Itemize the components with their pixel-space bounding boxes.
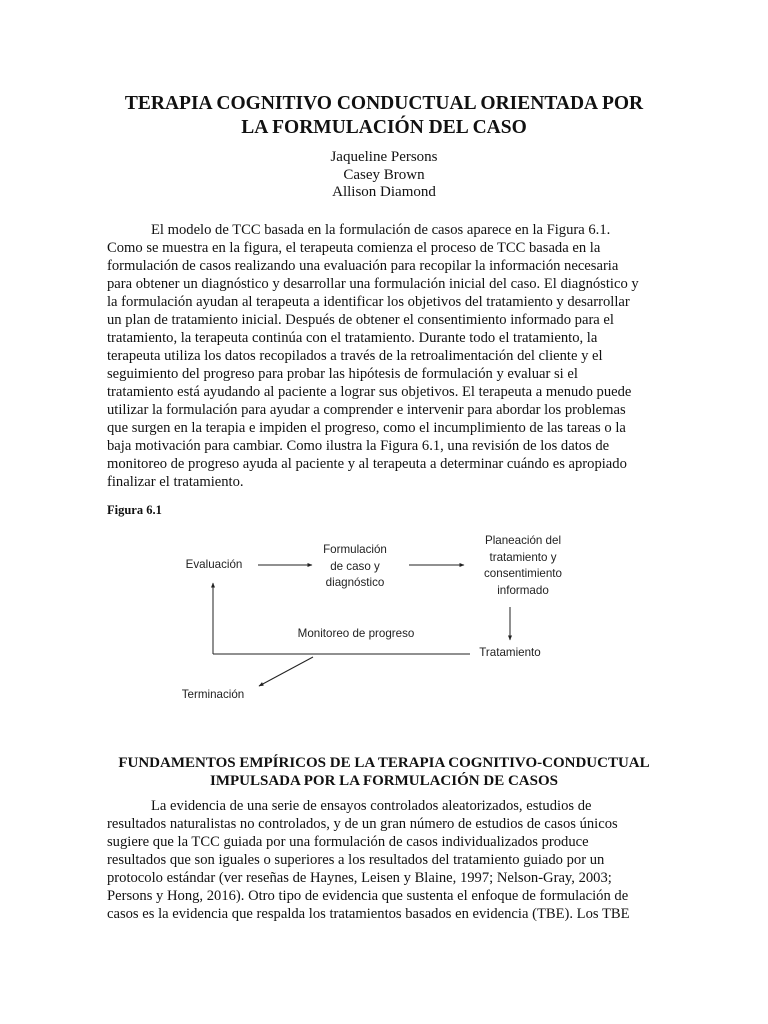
node-text-line: informado bbox=[497, 583, 549, 597]
paragraph-line: Como se muestra en la figura, el terapeuta comienza el proceso de TCC basada en la bbox=[107, 240, 601, 256]
node-text-line: de caso y bbox=[330, 559, 380, 573]
section-heading bbox=[90, 755, 678, 790]
intro-paragraph bbox=[107, 221, 665, 491]
paragraph-line: resultados naturalistas no controlados, y de un gran número de estudios de casos únicos bbox=[107, 816, 618, 832]
paragraph-line: que surgen en la terapia e impiden el progreso, como el incumplimiento de las tareas o la bbox=[107, 420, 626, 436]
paragraph-line: monitoreo de progreso ayuda al paciente y al terapeuta a determinar cuándo es apropiado bbox=[107, 456, 627, 472]
paragraph-line: tratamiento, la terapeuta continúa con el tratamiento. Durante todo el tratamiento, la bbox=[107, 330, 598, 346]
author-list bbox=[234, 149, 534, 202]
node-formulacion bbox=[305, 542, 405, 592]
document-title bbox=[90, 92, 678, 140]
paragraph-line: un plan de tratamiento inicial. Después de obtener el consentimiento informado para el bbox=[107, 312, 614, 328]
node-tratamiento: Tratamiento bbox=[479, 646, 541, 659]
node-text-line: diagnóstico bbox=[325, 576, 385, 589]
arrow-to-terminacion bbox=[259, 657, 313, 686]
evidence-paragraph bbox=[107, 797, 665, 923]
figure-label: Figura 6.1 bbox=[107, 503, 162, 517]
paragraph-line: tratamiento está ayudando al paciente a lograr sus objetivos. El terapeuta a menudo puede bbox=[107, 384, 632, 400]
paragraph-line: casos es la evidencia que respalda los tratamientos basados en evidencia (TBE). Los TBE bbox=[107, 906, 630, 922]
node-evaluacion: Evaluación bbox=[185, 558, 243, 571]
section-heading-line: FUNDAMENTOS EMPÍRICOS DE LA TERAPIA COGNITIVO-CONDUCTUAL bbox=[118, 755, 650, 771]
paragraph-line: El modelo de TCC basada en la formulación de casos aparece en la Figura 6.1. bbox=[151, 222, 611, 238]
node-terminacion: Terminación bbox=[181, 688, 245, 701]
paragraph-line: finalizar el tratamiento. bbox=[107, 474, 244, 490]
node-text-line: tratamiento y bbox=[489, 550, 557, 564]
node-text-line: Planeación del bbox=[484, 534, 562, 547]
paragraph-line: baja motivación para cambiar. Como ilustra la Figura 6.1, una revisión de los datos de bbox=[107, 438, 610, 454]
paragraph-line: formulación de casos realizando una evaluación para recopilar la información necesaria bbox=[107, 258, 619, 274]
author: Jaqueline Persons bbox=[330, 149, 438, 165]
title-line: LA FORMULACIÓN DEL CASO bbox=[241, 117, 527, 138]
paragraph-line: La evidencia de una serie de ensayos controlados aleatorizados, estudios de bbox=[151, 798, 592, 814]
paragraph-line: terapeuta utiliza los datos recopilados a través de la retroalimentación del cliente y el bbox=[107, 348, 603, 364]
paragraph-line: sugiere que la TCC guiada por una formulación de casos individualizados produce bbox=[107, 834, 589, 850]
node-planeacion bbox=[463, 533, 583, 599]
paragraph-line: para obtener un diagnóstico y desarrollar una formulación inicial del caso. El diagnóstico y bbox=[107, 276, 639, 292]
paragraph-line: protocolo estándar (ver reseñas de Haynes, Leisen y Blaine, 1997; Nelson-Gray, 2003; bbox=[107, 870, 612, 886]
node-text-line: consentimiento bbox=[484, 567, 562, 580]
paragraph-line: utilizar la formulación para ayudar a comprender e intervenir para abordar los problemas bbox=[107, 402, 626, 418]
node-text-line: Formulación bbox=[323, 543, 387, 556]
paragraph-line: Persons y Hong, 2016). Otro tipo de evidencia que sustenta el enfoque de formulación de bbox=[107, 888, 629, 904]
paragraph-line: seguimiento del progreso para probar las hipótesis de formulación y evaluar si el bbox=[107, 366, 578, 382]
paragraph-line: resultados que son iguales o superiores a los resultados del tratamiento guiado por un bbox=[107, 852, 605, 868]
author: Allison Diamond bbox=[332, 184, 436, 200]
author: Casey Brown bbox=[343, 166, 425, 183]
node-monitoreo: Monitoreo de progreso bbox=[297, 627, 415, 640]
paragraph-line: la formulación ayudan al terapeuta a identificar los objetivos del tratamiento y desarrollar bbox=[107, 294, 630, 310]
section-heading-line: IMPULSADA POR LA FORMULACIÓN DE CASOS bbox=[210, 772, 558, 789]
title-line: TERAPIA COGNITIVO CONDUCTUAL ORIENTADA POR bbox=[124, 93, 644, 114]
